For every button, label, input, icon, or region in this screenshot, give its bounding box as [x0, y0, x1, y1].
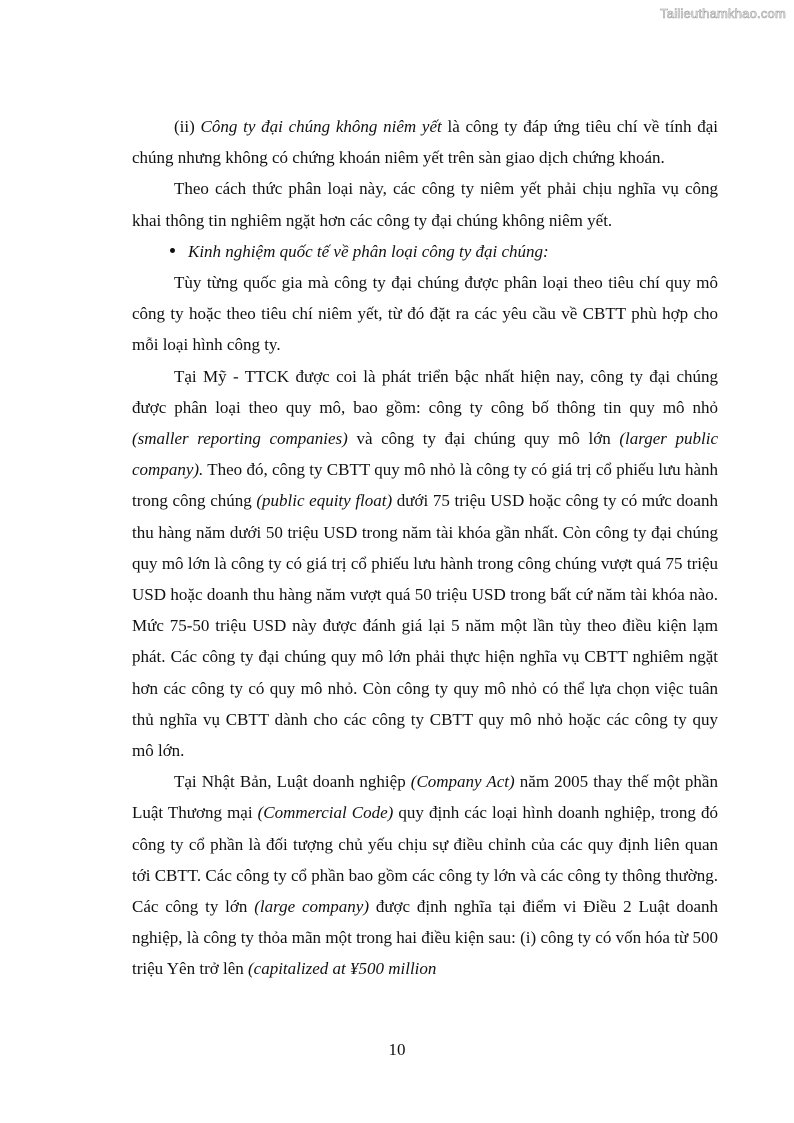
text-run: được định nghĩa tại điểm vi Điều 2 Luật doanh nghiệp, là công ty thỏa mãn một trong hai điều kiện sau: (i) công ty có vốn hóa từ 500 triệu Yên trở lên [132, 897, 718, 979]
watermark-text: Tailieuthamkhao.com [660, 6, 786, 21]
italic-term: (public equity float) [256, 491, 393, 511]
italic-term: (Company Act) [410, 772, 515, 792]
paragraph-classification-criteria: Tùy từng quốc gia mà công ty đại chúng được phân loại theo tiêu chí quy mô công ty hoặc theo tiêu chí niêm yết, từ đó đặt ra các yêu cầu về CBTT phù hợp cho mỗi loại hình công ty. [132, 273, 718, 355]
text-run: Tại Nhật Bản, Luật doanh nghiệp [174, 772, 411, 792]
page-number: 10 [388, 1040, 406, 1059]
italic-term: (smaller reporting companies) [132, 429, 348, 449]
italic-term: (larger public company). [132, 429, 718, 480]
italic-term: Công ty đại chúng không niêm yết [200, 117, 442, 136]
text-run: và công ty đại chúng quy mô lớn [347, 429, 620, 449]
paragraph-disclosure-obligation: Theo cách thức phân loại này, các công ty niêm yết phải chịu nghĩa vụ công khai thông tin nghiêm ngặt hơn các công ty đại chúng không niêm yết. [132, 179, 718, 230]
paragraph-japan-classification [132, 766, 718, 984]
text-run: (ii) [174, 117, 201, 136]
text-run: năm 2005 thay thế một phần Luật Thương mại [132, 772, 718, 823]
text-run: dưới 75 triệu USD hoặc công ty có mức doanh thu hàng năm dưới 50 triệu USD trong năm tài khóa gần nhất. Còn công ty đại chúng quy mô lớn là công ty có giá trị cổ phiếu lưu hành trong công chúng vượt quá 75 triệu USD hoặc doanh thu hàng năm vượt quá 50 triệu USD trong bất cứ năm tài khóa nào. Mức 75-50 triệu USD này được đánh giá lại 5 năm một lần tùy theo điều kiện lạm phát. Các công ty đại chúng quy mô lớn phải thực hiện nghĩa vụ CBTT nghiêm ngặt hơn các công ty có quy mô nhỏ. Còn công ty quy mô nhỏ có thể lựa chọn việc tuân thủ nghĩa vụ CBTT dành cho các công ty CBTT quy mô nhỏ hoặc các công ty quy mô lớn. [132, 491, 718, 761]
bullet-international-experience [132, 236, 718, 267]
text-run: quy định các loại hình doanh nghiệp, trong đó công ty cổ phần là đối tượng chủ yếu chịu sự điều chỉnh của các quy định liên quan tới CBTT. Các công ty cổ phần bao gồm các công ty lớn và các công ty thông thường. Các công ty lớn [132, 803, 718, 917]
italic-term: (capitalized at ¥500 million [248, 959, 437, 979]
italic-term: (large company) [254, 897, 370, 917]
italic-term: (Commercial Code) [257, 803, 394, 823]
document-body [132, 111, 718, 985]
paragraph-us-classification [132, 361, 718, 767]
text-run: Theo đó, công ty CBTT quy mô nhỏ là công ty có giá trị cổ phiếu lưu hành trong công chúng [132, 460, 718, 511]
paragraph-unlisted-public-company [132, 111, 718, 173]
text-run: Tại Mỹ - TTCK được coi là phát triển bậc nhất hiện nay, công ty đại chúng được phân loại theo quy mô, bao gồm: công ty công bố thông tin quy mô nhỏ [132, 366, 718, 417]
text-run: là công ty đáp ứng tiêu chí về tính đại chúng nhưng không có chứng khoán niêm yết trên sàn giao dịch chứng khoán. [132, 117, 718, 168]
bullet-dot-icon [170, 248, 175, 253]
bullet-heading-text: Kinh nghiệm quốc tế về phân loại công ty đại chúng: [188, 241, 549, 261]
